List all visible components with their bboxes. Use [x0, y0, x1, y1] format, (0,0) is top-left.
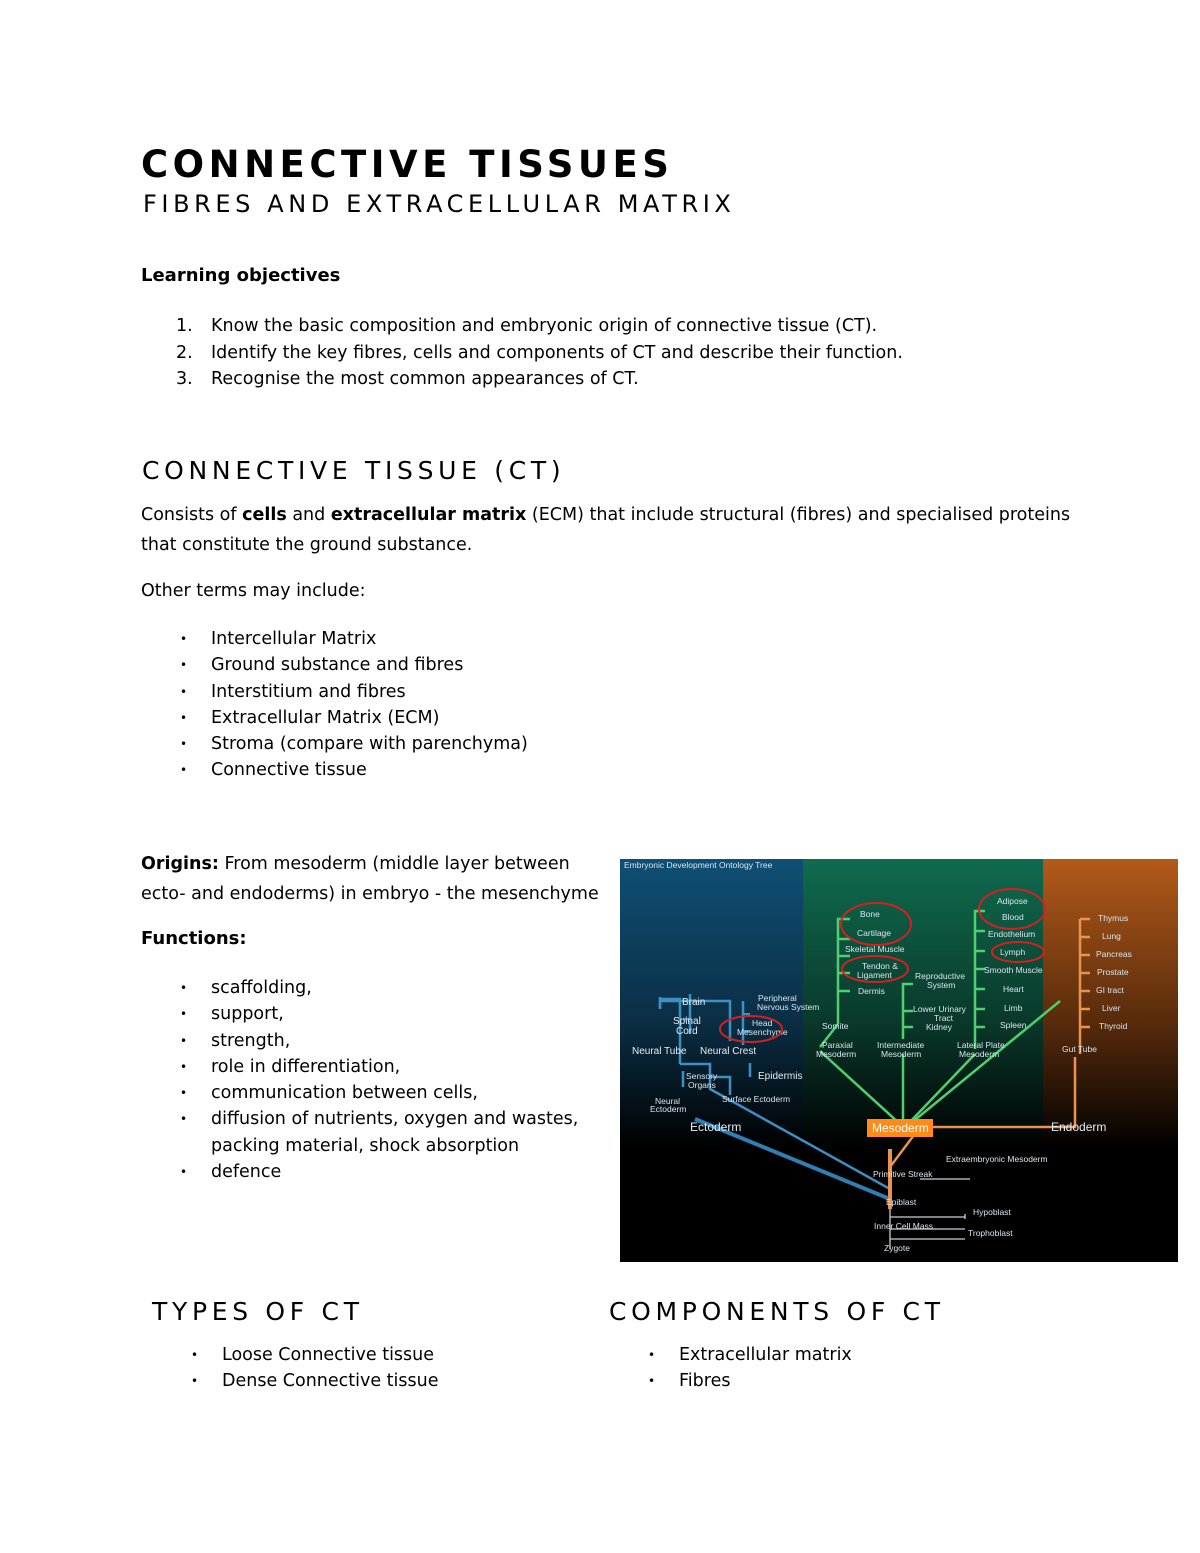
- node-tendon: Tendon &: [862, 961, 898, 971]
- ontology-tree-figure: [620, 859, 1178, 1262]
- bullet-icon: •: [180, 684, 188, 699]
- list-item: [141, 1106, 601, 1159]
- list-item: [141, 975, 601, 1001]
- other-terms-label: Other terms may include:: [141, 581, 366, 601]
- node-extraembryonic: Extraembryonic Mesoderm: [946, 1154, 1048, 1164]
- objective-text: Identify the key fibres, cells and components of CT and describe their function.: [211, 342, 903, 363]
- node-brain: Brain: [682, 997, 706, 1008]
- node-smooth-muscle: Smooth Muscle: [984, 965, 1043, 975]
- ct-def-text: Consists of: [141, 505, 243, 525]
- bullet-icon: •: [180, 1112, 188, 1127]
- node-somite: Somite: [822, 1021, 849, 1031]
- node-heart: Heart: [1003, 984, 1024, 994]
- node-liver: Liver: [1102, 1003, 1121, 1013]
- objective-item: [141, 366, 903, 393]
- bullet-icon: •: [180, 763, 188, 778]
- components-heading: COMPONENTS OF CT: [609, 1297, 945, 1326]
- list-item: [141, 1159, 601, 1185]
- node-trophoblast: Trophoblast: [968, 1228, 1013, 1238]
- component-text: Fibres: [679, 1371, 731, 1392]
- node-blood: Blood: [1002, 912, 1024, 922]
- ct-def-text: and: [286, 505, 331, 525]
- node-mesoderm: Mesoderm: [872, 1121, 929, 1135]
- node-peripheral-2: Nervous System: [757, 1002, 820, 1012]
- term-text: Intercellular Matrix: [211, 629, 377, 649]
- bullet-icon: •: [648, 1348, 656, 1362]
- function-text: communication between cells,: [211, 1083, 478, 1104]
- objective-item: [141, 340, 903, 367]
- bullet-icon: •: [180, 1007, 188, 1022]
- node-hypoblast: Hypoblast: [973, 1207, 1011, 1217]
- bullet-icon: •: [180, 1033, 188, 1048]
- node-head-mesenchyme-2: Mesenchyme: [737, 1027, 788, 1037]
- node-spleen: Spleen: [1000, 1020, 1027, 1030]
- objectives-heading: Learning objectives: [141, 265, 341, 286]
- node-thymus: Thymus: [1098, 913, 1129, 923]
- objective-number: 3.: [176, 369, 193, 389]
- node-adipose: Adipose: [997, 896, 1028, 906]
- node-tendon-2: Ligament: [857, 970, 892, 980]
- list-item: [609, 1342, 852, 1368]
- list-item: [141, 731, 528, 757]
- node-sensory-organs: Sensory: [686, 1071, 718, 1081]
- node-thyroid: Thyroid: [1099, 1021, 1128, 1031]
- node-gut-tube: Gut Tube: [1062, 1044, 1097, 1054]
- ct-section-heading: CONNECTIVE TISSUE (CT): [142, 456, 566, 485]
- node-limb: Limb: [1004, 1003, 1023, 1013]
- ct-def-bold: cells: [242, 505, 287, 525]
- function-text: support,: [211, 1004, 284, 1025]
- bullet-icon: •: [180, 1165, 188, 1180]
- function-text: defence: [211, 1162, 282, 1183]
- node-epidermis: Epidermis: [758, 1071, 803, 1082]
- origins-label: Origins:: [141, 854, 219, 874]
- bullet-icon: •: [180, 737, 188, 752]
- terms-list: [141, 626, 528, 784]
- term-text: Stroma (compare with parenchyma): [211, 734, 528, 755]
- list-item: [141, 652, 528, 678]
- node-skeletal-muscle: Skeletal Muscle: [845, 944, 905, 954]
- node-lymph: Lymph: [1000, 947, 1026, 957]
- node-paraxial-2: Mesoderm: [816, 1049, 857, 1059]
- function-text: scaffolding,: [211, 978, 312, 998]
- list-item: [152, 1342, 439, 1368]
- term-text: Ground substance and fibres: [211, 655, 464, 676]
- bullet-icon: •: [191, 1374, 199, 1389]
- objective-number: 2.: [176, 342, 193, 363]
- page-subtitle: FIBRES AND EXTRACELLULAR MATRIX: [143, 190, 736, 218]
- node-lung: Lung: [1102, 931, 1121, 941]
- node-intermediate: Intermediate: [877, 1040, 925, 1050]
- functions-heading: Functions:: [141, 928, 247, 949]
- functions-list: [141, 975, 601, 1185]
- node-prostate: Prostate: [1097, 967, 1129, 977]
- type-text: Dense Connective tissue: [222, 1371, 439, 1392]
- node-paraxial: Paraxial: [822, 1040, 853, 1050]
- list-item: [141, 1001, 601, 1027]
- node-spinal-cord: Spinal: [673, 1016, 701, 1027]
- node-cartilage: Cartilage: [857, 928, 892, 938]
- node-dermis: Dermis: [858, 986, 885, 996]
- page-title: CONNECTIVE TISSUES: [141, 143, 674, 186]
- objective-number: 1.: [176, 316, 193, 336]
- node-ectoderm: Ectoderm: [690, 1120, 742, 1134]
- node-lower-urinary-2: Tract: [934, 1013, 954, 1023]
- node-surface-ectoderm: Surface Ectoderm: [722, 1094, 791, 1104]
- figure-title: Embryonic Development Ontology Tree: [624, 860, 773, 870]
- node-bone: Bone: [860, 909, 880, 919]
- bullet-icon: •: [648, 1374, 656, 1389]
- node-peripheral: Peripheral: [758, 993, 797, 1003]
- objective-text: Know the basic composition and embryonic origin of connective tissue (CT).: [211, 316, 878, 336]
- term-text: Extracellular Matrix (ECM): [211, 707, 440, 728]
- node-pancreas: Pancreas: [1096, 949, 1132, 959]
- node-reproductive: Reproductive: [915, 971, 966, 981]
- list-item: [609, 1368, 852, 1394]
- components-list: [609, 1342, 852, 1395]
- types-list: [152, 1342, 439, 1395]
- bullet-icon: •: [191, 1348, 199, 1362]
- node-head-mesenchyme: Head: [752, 1018, 773, 1028]
- node-lateral-plate: Lateral Plate: [957, 1040, 1005, 1050]
- ct-definition: [141, 500, 1071, 560]
- ct-def-bold: extracellular matrix: [330, 505, 527, 525]
- bullet-icon: •: [180, 632, 188, 646]
- node-reproductive-2: System: [927, 980, 956, 990]
- objective-text: Recognise the most common appearances of CT.: [211, 369, 639, 389]
- node-kidney: Kidney: [926, 1022, 952, 1032]
- objective-item: [141, 313, 903, 340]
- node-gi-tract: GI tract: [1096, 985, 1124, 995]
- node-lower-urinary: Lower Urinary: [913, 1004, 966, 1014]
- node-endothelium: Endothelium: [988, 929, 1036, 939]
- list-item: [141, 1054, 601, 1080]
- bullet-icon: •: [180, 658, 188, 673]
- term-text: Interstitium and fibres: [211, 681, 406, 702]
- ontology-tree-diagram: [620, 859, 1178, 1262]
- function-text: role in differentiation,: [211, 1056, 401, 1077]
- node-zygote: Zygote: [884, 1243, 910, 1253]
- node-neural-tube: Neural Tube: [632, 1046, 687, 1057]
- node-spinal-cord-2: Cord: [676, 1026, 698, 1037]
- bullet-icon: •: [180, 1059, 188, 1074]
- node-epiblast: Epiblast: [886, 1197, 917, 1207]
- node-lateral-plate-2: Mesoderm: [959, 1049, 1000, 1059]
- objectives-list: [141, 313, 903, 393]
- list-item: [141, 626, 528, 652]
- bullet-icon: •: [180, 710, 188, 725]
- term-text: Connective tissue: [211, 760, 367, 781]
- node-neural-ectoderm: Neural: [655, 1096, 681, 1106]
- bullet-icon: •: [180, 981, 188, 995]
- node-sensory-organs-2: Organs: [688, 1080, 716, 1090]
- bullet-icon: •: [180, 1086, 188, 1101]
- origins-paragraph: [141, 849, 611, 909]
- node-neural-crest: Neural Crest: [700, 1046, 757, 1057]
- component-text: Extracellular matrix: [679, 1345, 852, 1365]
- type-text: Loose Connective tissue: [222, 1345, 435, 1365]
- list-item: [141, 705, 528, 731]
- list-item: [141, 679, 528, 705]
- list-item: [141, 1028, 601, 1054]
- node-primitive-streak: Primitive Streak: [873, 1169, 933, 1179]
- list-item: [141, 757, 528, 783]
- list-item: [152, 1368, 439, 1394]
- function-text: diffusion of nutrients, oxygen and wastes, packing material, shock absorption: [211, 1109, 579, 1156]
- list-item: [141, 1080, 601, 1106]
- node-intermediate-2: Mesoderm: [881, 1049, 922, 1059]
- origins-text: From mesoderm (middle layer between ecto- and endoderms) in embryo - the mesenchyme: [141, 854, 599, 904]
- node-inner-cell-mass: Inner Cell Mass: [874, 1221, 934, 1231]
- function-text: strength,: [211, 1030, 291, 1051]
- ct-def-text: (ECM) that include structural (fibres) and specialised proteins that constitute the ground substance.: [141, 505, 1071, 555]
- node-neural-ectoderm-2: Ectoderm: [650, 1104, 687, 1114]
- types-heading: TYPES OF CT: [152, 1297, 364, 1326]
- node-endoderm: Endoderm: [1051, 1120, 1107, 1134]
